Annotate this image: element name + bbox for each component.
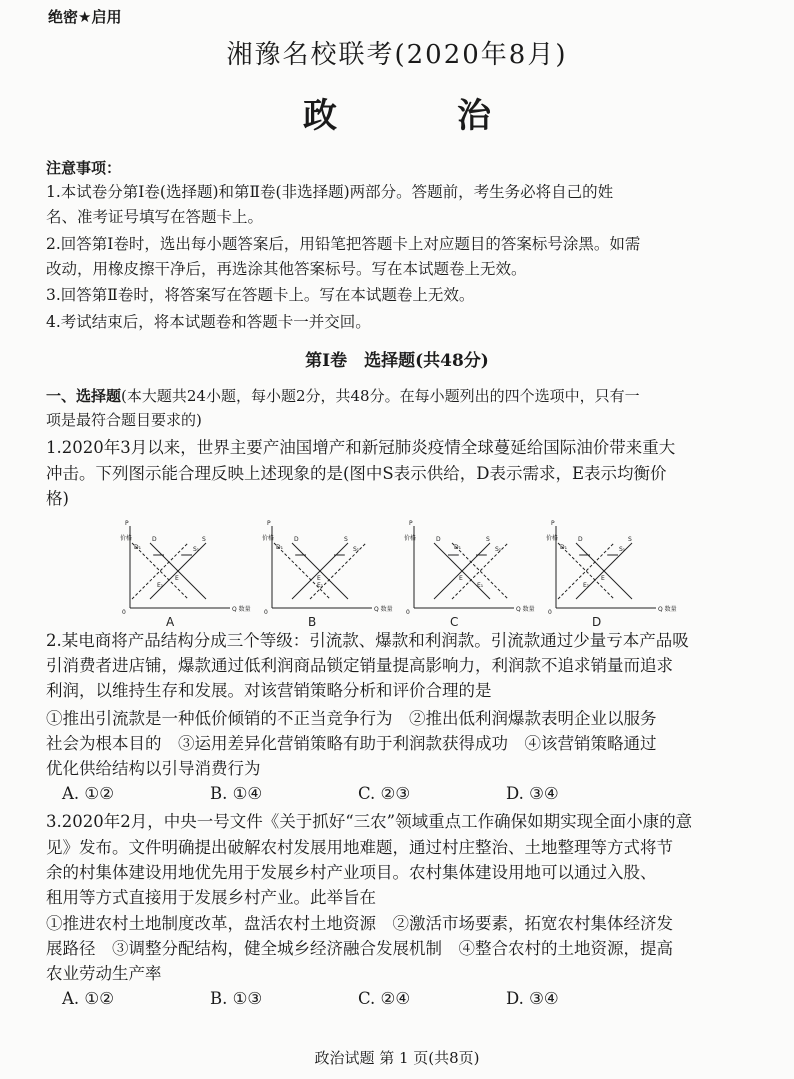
- notice-line: 4.考试结束后，将本试题卷和答题卡一并交回。: [46, 313, 371, 331]
- label-d: D: [436, 536, 441, 543]
- axis-x-label: Q 数量: [516, 606, 535, 613]
- graph-label: B: [308, 615, 317, 628]
- axis-y-label: P: [125, 520, 129, 527]
- option-d[interactable]: D. ③④: [506, 784, 559, 803]
- axis-y-label: P: [551, 520, 555, 527]
- axis-y-name: 价格: [262, 535, 275, 542]
- origin-label: 0: [264, 609, 268, 616]
- question-3-line: 余的村集体建设用地优先用于发展乡村产业项目。农村集体建设用地可以通过入股、: [46, 863, 657, 882]
- question-3-options: [62, 987, 774, 1011]
- option-c[interactable]: C. ②③: [358, 784, 411, 803]
- axis-x-label: Q 数量: [374, 606, 393, 613]
- question-2-line: ①推出引流款是一种低价倾销的不正当竞争行为 ②推出低利润爆款表明企业以服务: [46, 709, 657, 728]
- label-s: S: [486, 536, 490, 543]
- label-d: D: [152, 536, 157, 543]
- question-3-line: 3.2020年2月，中央一号文件《关于抓好“三农”领域重点工作确保如期实现全面小康的意: [46, 812, 693, 831]
- label-s1: S₁: [193, 546, 200, 553]
- label-s1: S₁: [353, 546, 360, 553]
- label-e: E: [317, 575, 321, 582]
- axis-y-name: 价格: [120, 535, 133, 542]
- label-s1: S₁: [619, 546, 626, 553]
- label-e: E: [601, 575, 605, 582]
- question-2-line: 利润，以维持生存和发展。对该营销策略分析和评价合理的是: [46, 681, 492, 700]
- notice-heading: 注意事项：: [46, 159, 122, 177]
- axis-y-name: 价格: [404, 535, 417, 542]
- graph-label: A: [166, 615, 175, 628]
- label-e1: E₁: [157, 582, 164, 589]
- question-2-line: 社会为根本目的 ③运用差异化营销策略有助于利润款获得成功 ④该营销策略通过: [46, 734, 657, 753]
- section-intro: [46, 384, 756, 408]
- axis-y-name: 价格: [546, 535, 559, 542]
- section-intro-label: 一、选择题: [46, 387, 122, 405]
- question-2-options: [62, 782, 774, 806]
- option-b[interactable]: B. ①③: [210, 989, 263, 1008]
- graph-label: D: [592, 615, 602, 628]
- label-d1: D₁: [134, 544, 142, 551]
- option-c[interactable]: C. ②④: [358, 989, 411, 1008]
- subject-title: 政治: [303, 96, 611, 136]
- confidential-mark: 绝密★启用: [48, 8, 122, 26]
- label-d: D: [294, 536, 299, 543]
- label-s1: S₁: [495, 546, 502, 553]
- axis-y-label: P: [409, 520, 413, 527]
- question-2-line: 2.某电商将产品结构分成三个等级：引流款、爆款和利润款。引流款通过少量亏本产品吸: [46, 631, 689, 650]
- label-d1: D₁: [276, 544, 284, 551]
- label-s: S: [344, 536, 348, 543]
- notice-line: 1.本试卷分第Ⅰ卷(选择题)和第Ⅱ卷(非选择题)两部分。答题前，考生务必将自己的姓: [46, 183, 614, 201]
- label-e: E: [175, 575, 179, 582]
- axis-y-label: P: [267, 520, 271, 527]
- label-e: E: [459, 575, 463, 582]
- question-2-line: 优化供给结构以引导消费行为: [46, 759, 261, 778]
- section-title: 第Ⅰ卷 选择题(共48分): [305, 351, 489, 371]
- question-1-line: 冲击。下列图示能合理反映上述现象的是(图中S表示供给，D表示需求，E表示均衡价: [46, 464, 667, 483]
- question-3-line: 展路径 ③调整分配结构，健全城乡经济融合发展机制 ④整合农村的土地资源，提高: [46, 939, 673, 958]
- axis-x-label: Q 数量: [658, 606, 677, 613]
- origin-label: 0: [548, 609, 552, 616]
- question-3-line: 农业劳动生产率: [46, 964, 162, 983]
- option-d[interactable]: D. ③④: [506, 989, 559, 1008]
- exam-title: 湘豫名校联考(2020年8月): [226, 40, 568, 70]
- label-d: D: [578, 536, 583, 543]
- label-e1: E₁: [477, 582, 484, 589]
- notice-line: 3.回答第Ⅱ卷时，将答案写在答题卡上。写在本试题卷上无效。: [46, 286, 475, 304]
- notice-line: 名、准考证号填写在答题卡上。: [46, 208, 264, 226]
- question-3-line: 见》发布。文件明确提出破解农村发展用地难题，通过村庄整治、土地整理等方式将节: [46, 838, 673, 857]
- label-s: S: [628, 536, 632, 543]
- option-b[interactable]: B. ①④: [210, 784, 263, 803]
- label-e1: E₁: [583, 582, 590, 589]
- notice-line: 改动，用橡皮擦干净后，再选涂其他答案标号。写在本试题卷上无效。: [46, 260, 527, 278]
- question-2-line: 引消费者进店铺，爆款通过低利润商品锁定销量提高影响力，利润款不追求销量而追求: [46, 656, 673, 675]
- option-a[interactable]: A. ①②: [62, 784, 114, 803]
- label-d1: D₁: [454, 544, 462, 551]
- section-intro-text: (本大题共24小题，每小题2分，共48分。在每小题列出的四个选项中，只有一: [121, 387, 640, 405]
- shifted-demand-curve: [274, 543, 330, 599]
- origin-label: 0: [406, 609, 410, 616]
- axis-x-label: Q 数量: [232, 606, 251, 613]
- label-s: S: [202, 536, 206, 543]
- label-e1: E₁: [317, 582, 324, 589]
- question-1-line: 格): [46, 489, 69, 508]
- option-a[interactable]: A. ①②: [62, 989, 114, 1008]
- notice-line: 2.回答第Ⅰ卷时，选出每小题答案后，用铅笔把答题卡上对应题目的答案标号涂黑。如需: [46, 235, 641, 253]
- page-footer: 政治试题 第 1 页(共8页): [314, 1049, 480, 1067]
- graph-label: C: [450, 615, 459, 628]
- question-3-line: 租用等方式直接用于发展乡村产业。此举旨在: [46, 888, 376, 907]
- section-intro-line2: 项是最符合题目要求的): [46, 411, 202, 429]
- supply-demand-graphs: [120, 518, 680, 628]
- origin-label: 0: [122, 609, 126, 616]
- question-3-line: ①推进农村土地制度改革，盘活农村土地资源 ②激活市场要素，拓宽农村集体经济发: [46, 914, 673, 933]
- question-1-line: 1.2020年3月以来，世界主要产油国增产和新冠肺炎疫情全球蔓延给国际油价带来重大: [46, 438, 676, 457]
- label-d1: D₁: [560, 544, 568, 551]
